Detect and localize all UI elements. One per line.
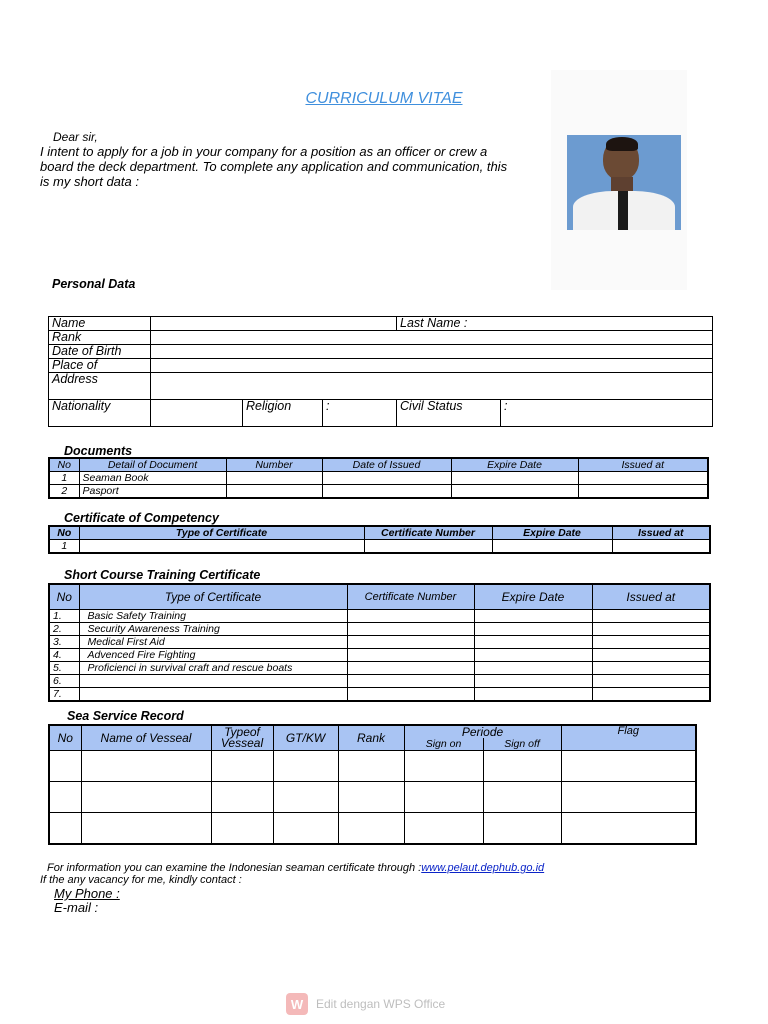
table-row xyxy=(49,485,708,499)
row-no: 1. xyxy=(49,610,79,623)
cell[interactable] xyxy=(483,751,561,782)
table-row xyxy=(49,662,710,675)
cell[interactable] xyxy=(561,751,696,782)
cell[interactable] xyxy=(49,813,81,845)
ssr-col-periode: Periode xyxy=(404,725,561,738)
cell[interactable] xyxy=(364,540,492,554)
row-type: Basic Safety Training xyxy=(79,610,347,623)
personal-data-table xyxy=(48,316,713,427)
row-no: 1 xyxy=(49,540,79,554)
cell[interactable] xyxy=(578,485,708,499)
cell[interactable] xyxy=(347,610,474,623)
documents-col-date-issued: Date of Issued xyxy=(322,458,451,472)
cell[interactable] xyxy=(592,662,710,675)
cell[interactable] xyxy=(347,636,474,649)
nationality-label: Nationality xyxy=(49,400,151,427)
cell[interactable] xyxy=(451,472,578,485)
cell[interactable] xyxy=(474,675,592,688)
wps-logo-icon: W xyxy=(286,993,308,1015)
cell[interactable] xyxy=(226,472,322,485)
religion-field[interactable]: : xyxy=(323,400,397,427)
ssr-col-sign-off: Sign off xyxy=(483,738,561,751)
table-row xyxy=(49,675,710,688)
cell[interactable] xyxy=(211,813,273,845)
row-type: Security Awareness Training xyxy=(79,623,347,636)
cell[interactable] xyxy=(578,472,708,485)
cell[interactable] xyxy=(592,636,710,649)
cell[interactable] xyxy=(483,813,561,845)
footer-contact: If the any vacancy for me, kindly contact : xyxy=(40,874,242,886)
documents-col-number: Number xyxy=(226,458,322,472)
row-no: 3. xyxy=(49,636,79,649)
place-field[interactable] xyxy=(151,359,713,373)
sct-col-no: No xyxy=(49,584,79,610)
cell[interactable] xyxy=(338,782,404,813)
cell[interactable] xyxy=(404,813,483,845)
short-course-heading: Short Course Training Certificate xyxy=(64,568,261,582)
row-type: Proficienci in survival craft and rescue boats xyxy=(79,662,347,675)
cell[interactable] xyxy=(338,751,404,782)
cell[interactable] xyxy=(592,675,710,688)
sea-service-table xyxy=(48,724,697,845)
cell[interactable] xyxy=(81,782,211,813)
sct-col-issued-at: Issued at xyxy=(592,584,710,610)
cell[interactable] xyxy=(79,540,364,554)
ssr-col-no: No xyxy=(49,725,81,751)
cell[interactable] xyxy=(81,813,211,845)
cell[interactable] xyxy=(474,662,592,675)
personal-data-heading: Personal Data xyxy=(52,277,136,291)
cell[interactable] xyxy=(592,688,710,702)
cell[interactable] xyxy=(347,675,474,688)
row-type: Advenced Fire Fighting xyxy=(79,649,347,662)
table-row xyxy=(49,751,696,782)
row-type xyxy=(79,688,347,702)
dob-field[interactable] xyxy=(151,345,713,359)
cell[interactable] xyxy=(592,610,710,623)
row-no: 2. xyxy=(49,623,79,636)
ssr-col-gtkw: GT/KW xyxy=(273,725,338,751)
ssr-col-flag: Flag xyxy=(561,725,696,751)
table-row xyxy=(49,610,710,623)
greeting: Dear sir, xyxy=(53,130,98,144)
cell[interactable] xyxy=(347,649,474,662)
cell[interactable] xyxy=(273,813,338,845)
coc-col-no: No xyxy=(49,526,79,540)
coc-table xyxy=(48,525,711,554)
address-label: Address xyxy=(49,373,151,400)
table-row xyxy=(49,782,696,813)
sea-service-heading: Sea Service Record xyxy=(67,709,184,723)
nationality-field[interactable] xyxy=(151,400,243,427)
coc-col-number: Certificate Number xyxy=(364,526,492,540)
cell[interactable] xyxy=(81,751,211,782)
last-name-label: Last Name : xyxy=(397,317,713,331)
footer-link[interactable]: www.pelaut.dephub.go.id xyxy=(421,862,545,874)
cell[interactable] xyxy=(592,649,710,662)
coc-heading: Certificate of Competency xyxy=(64,511,219,525)
cell[interactable] xyxy=(483,782,561,813)
wps-watermark xyxy=(286,993,445,1015)
row-detail: Seaman Book xyxy=(79,472,226,485)
table-row xyxy=(49,540,710,554)
documents-table xyxy=(48,457,709,499)
short-course-table xyxy=(48,583,711,702)
cell[interactable] xyxy=(211,782,273,813)
cell[interactable] xyxy=(338,813,404,845)
ssr-col-type: Typeof Vesseal xyxy=(211,725,273,751)
table-row xyxy=(49,649,710,662)
documents-col-issued-at: Issued at xyxy=(578,458,708,472)
documents-col-detail: Detail of Document xyxy=(79,458,226,472)
cell[interactable] xyxy=(474,623,592,636)
ssr-col-sign-on: Sign on xyxy=(404,738,483,751)
documents-col-no: No xyxy=(49,458,79,472)
footer-info xyxy=(47,862,544,874)
cell[interactable] xyxy=(474,649,592,662)
cell[interactable] xyxy=(347,662,474,675)
address-field[interactable] xyxy=(151,373,713,400)
civil-status-label: Civil Status xyxy=(397,400,501,427)
civil-status-field[interactable]: : xyxy=(501,400,713,427)
sct-col-expire: Expire Date xyxy=(474,584,592,610)
row-type xyxy=(79,675,347,688)
documents-heading: Documents xyxy=(64,444,133,458)
cell[interactable] xyxy=(226,485,322,499)
cell[interactable] xyxy=(561,782,696,813)
name-label: Name xyxy=(49,317,151,331)
religion-label: Religion xyxy=(243,400,323,427)
intro-text: I intent to apply for a job in your company for a position as an officer or crew a board the deck department. To complete any application and communication, this is my short data : xyxy=(40,144,508,189)
row-detail: Pasport xyxy=(79,485,226,499)
coc-col-issued-at: Issued at xyxy=(612,526,710,540)
cell[interactable] xyxy=(474,688,592,702)
row-no: 1 xyxy=(49,472,79,485)
rank-label: Rank xyxy=(49,331,151,345)
row-no: 2 xyxy=(49,485,79,499)
row-type: Medical First Aid xyxy=(79,636,347,649)
cell[interactable] xyxy=(322,485,451,499)
ssr-col-rank: Rank xyxy=(338,725,404,751)
name-field[interactable] xyxy=(151,317,397,331)
rank-field[interactable] xyxy=(151,331,713,345)
coc-col-type: Type of Certificate xyxy=(79,526,364,540)
documents-col-expire: Expire Date xyxy=(451,458,578,472)
table-row xyxy=(49,636,710,649)
cell[interactable] xyxy=(474,610,592,623)
coc-col-expire: Expire Date xyxy=(492,526,612,540)
cell[interactable] xyxy=(451,485,578,499)
table-row xyxy=(49,472,708,485)
row-no: 7. xyxy=(49,688,79,702)
row-no: 5. xyxy=(49,662,79,675)
table-row xyxy=(49,813,696,845)
ssr-col-vessel: Name of Vesseal xyxy=(81,725,211,751)
cell[interactable] xyxy=(273,782,338,813)
table-row xyxy=(49,688,710,702)
email-label: E-mail : xyxy=(54,900,99,915)
cell[interactable] xyxy=(273,751,338,782)
cell[interactable] xyxy=(474,636,592,649)
row-no: 6. xyxy=(49,675,79,688)
cell[interactable] xyxy=(347,688,474,702)
place-label: Place of xyxy=(49,359,151,373)
table-row xyxy=(49,623,710,636)
cell[interactable] xyxy=(347,623,474,636)
watermark-text: Edit dengan WPS Office xyxy=(316,997,446,1011)
applicant-photo xyxy=(567,135,681,230)
cell[interactable] xyxy=(49,782,81,813)
footer-info-text: For information you can examine the Indonesian seaman certificate through : xyxy=(47,862,422,874)
dob-label: Date of Birth xyxy=(49,345,151,359)
cell[interactable] xyxy=(561,813,696,845)
cell[interactable] xyxy=(211,751,273,782)
cell[interactable] xyxy=(612,540,710,554)
sct-col-number: Certificate Number xyxy=(347,584,474,610)
cell[interactable] xyxy=(49,751,81,782)
cell[interactable] xyxy=(592,623,710,636)
page-title: CURRICULUM VITAE xyxy=(305,90,463,107)
phone-label: My Phone : xyxy=(54,886,120,901)
cell[interactable] xyxy=(404,751,483,782)
cell[interactable] xyxy=(322,472,451,485)
cell[interactable] xyxy=(404,782,483,813)
cell[interactable] xyxy=(492,540,612,554)
sct-col-type: Type of Certificate xyxy=(79,584,347,610)
row-no: 4. xyxy=(49,649,79,662)
